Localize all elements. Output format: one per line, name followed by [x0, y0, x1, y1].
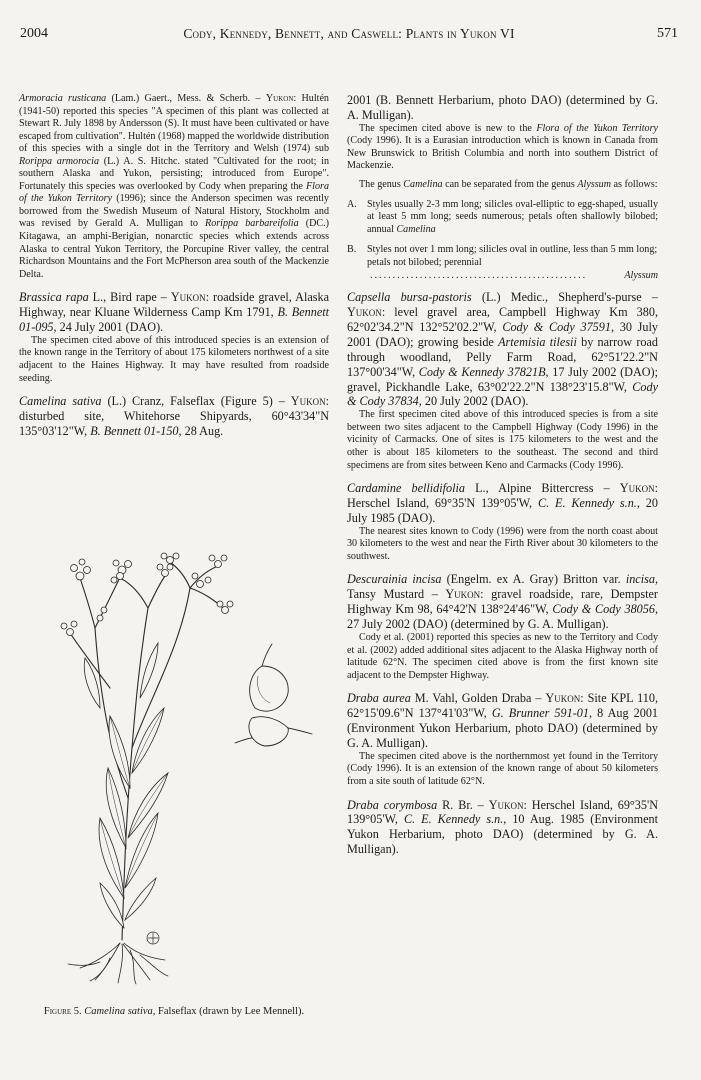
camelina-illustration — [40, 548, 316, 986]
note-descurainia: Cody et al. (2001) reported this species as new to the Territory and Cody et al. (2002) added additional sites adjacent to the Alaska Highway north of latitude 62°N. The specimen cited above is from the first known site adjacent to the Dempster Highway. — [347, 632, 658, 681]
identification-key — [347, 199, 658, 283]
taxon-name: Descurainia incisa — [347, 572, 442, 587]
taxon-name: Camelina sativa — [19, 394, 102, 409]
note-camelina: The specimen cited above is new to the Flora of the Yukon Territory (Cody 1996). It is a Eurasian introduction which is known in Canada from New Brunswick to British Columbia and north into southern District of Mackenzie. — [347, 122, 658, 172]
region-label: Yukon — [545, 691, 581, 706]
note-draba-aurea: The specimen cited above is the northernmost yet found in the Territory (Cody 1996). It is an extension of the known range of about 50 kilometers from a site south of latitude 62°N. — [347, 750, 658, 787]
stems — [70, 562, 225, 940]
entry-camelina: Camelina sativa (L.) Cranz, Falseflax (Figure 5) – Yukon: disturbed site, Whitehorse Shipyards, 60°43'34"N 135°03'12"W, B. Bennett 01-150, 28 Aug. — [19, 394, 329, 438]
entry-cardamine: Cardamine bellidifolia L., Alpine Bittercress – Yukon: Herschel Island, 69°35'N 139°05'W, C. E. Kennedy s.n., 20 July 1985 (DAO). — [347, 481, 658, 525]
entry-draba-aurea: Draba aurea M. Vahl, Golden Draba – Yukon: Site KPL 110, 62°15'09.6"N 137°41'03"W, G. Brunner 591-01, 8 Aug 2001 (Environment Yukon Herbarium, photo DAO) (determined by G. A. Mulligan). — [347, 691, 659, 750]
region-label: Yukon — [619, 481, 655, 496]
silicle-detail — [235, 644, 312, 746]
taxon-name: Capsella bursa-pastoris — [347, 290, 472, 305]
running-header — [20, 26, 678, 48]
right-column — [347, 93, 658, 857]
left-column — [19, 93, 329, 439]
flower-clusters — [61, 553, 233, 636]
region-label: Yukon — [290, 394, 326, 409]
taxon-name: Draba corymbosa — [347, 797, 438, 812]
region-label: Yukon — [488, 797, 524, 812]
entry-capsella: Capsella bursa-pastoris (L.) Medic., Shepherd's-purse – Yukon: level gravel area, Campbell Highway Km 380, 62°02'34.2"N 132°52'02.2"W, Cody & Cody 37591, 30 July 2001 (DAO); growing beside Artemisia tilesii by narrow road through woodland, Pelly Farm Road, 62°51'22.2"N 137°00'34"W, Cody & Kennedy 37821B, 17 July 2002 (DAO); gravel, Pickhandle Lake, 63°02'22.2"N 138°23'15.8"W, Cody & Cody 37834, 20 July 2002 (DAO). — [347, 290, 658, 409]
entry-draba-corymbosa: Draba corymbosa R. Br. – Yukon: Herschel Island, 69°35'N 139°05'W, C. E. Kennedy s.n., 10 Aug. 1985 (Environment Yukon Herbarium, photo DAO) (determined by G. A. Mulligan). — [347, 797, 658, 857]
key-lead-a: A. Styles usually 2-3 mm long; silicles oval-elliptic to egg-shaped, usually at least 5 mm long; seeds numerous; petals often shallowly bilobed; annual Camelina — [347, 198, 658, 235]
genus-key-intro: The genus Camelina can be separated from the genus Alyssum as follows: — [359, 179, 658, 190]
header-title: Cody, Kennedy, Bennett, and Caswell: Plants in Yukon VI — [183, 26, 515, 41]
root-system — [68, 943, 168, 984]
region-label: Yukon — [170, 290, 206, 305]
magnification-symbol — [147, 932, 159, 944]
note-cardamine: The nearest sites known to Cody (1996) were from the north coast about 30 kilometers to the west and near the Firth River about 30 kilometers to the southwest. — [347, 525, 658, 562]
taxon-name: Brassica rapa — [19, 290, 89, 305]
leader-dots: ................................................ — [370, 269, 588, 281]
note-capsella: The first specimen cited above of this introduced species is from a site between two sites adjacent to the Campbell Highway (Cody 1996) in the vicinity of Carmacks. One of sites is 175 kilometers to the west and the other is about 185 kilometers to the southeast. The second and third specimens are from sites between Keno and Carmacks (Cody 1996). — [347, 409, 658, 471]
key-lead-b: B. Styles not over 1 mm long; silicles oval in outline, less than 5 mm long; petals not bilobed; perennial ................................................ Alyssum — [347, 244, 658, 281]
taxon-name: Armoracia rusticana — [19, 93, 107, 104]
note-brassica: The specimen cited above of this introduced species is an extension of the known range in the Territory of about 175 kilometers northwest of a site adjacent to the Haines Highway. It may have resulted from roadside seeding. — [19, 334, 329, 384]
region-label: Yukon — [347, 305, 382, 320]
region-label: Yukon — [265, 93, 294, 104]
entry-armoracia: Armoracia rusticana (Lam.) Gaert., Mess. & Scherb. – Yukon: Hultén (1941-50) reported this species "A specimen of this plant was collected at Stewart R. July 1898 by Andersson (S). It must have been cultivated or have escaped from cultivation". Hultén (1968) mapped the worldwide distribution of this species with a single dot in the Territory and Welsh (1974) sub Rorippa armorocia (L.) A. S. Hitchc. stated "Cultivated for the root; in southern Alaska and Yukon, persisting; introduced from Europe". Fortunately this species was overlooked by Cody when preparing the Flora of the Yukon Territory (1996); since the Anderson specimen was recently borrowed from the Swedish Museum of Natural History, Stockholm and was revised by Gerald A. Mulligan to Rorippa barbareifolia (DC.) Kitagawa, an amphi-Berigian, nonarctic species which extends across Alaska to central Yukon Territory, the Porcupine River valley, the central Richardson Mountains and the Fort McPherson area south of the Mackenzie Delta. — [19, 93, 329, 280]
entry-camelina-continued: 2001 (B. Bennett Herbarium, photo DAO) (determined by G. A. Mulligan). — [347, 93, 658, 122]
header-year: 2004 — [20, 26, 48, 41]
figure-caption: Figure 5. Camelina sativa, Falseflax (drawn by Lee Mennell). — [43, 1006, 305, 1017]
entry-descurainia: Descurainia incisa (Engelm. ex A. Gray) Britton var. incisa, Tansy Mustard – Yukon: gravel roadside, rare, Dempster Highway Km 98, 64°42'N 138°24'46"W, Cody & Cody 38056, 27 July 2002 (DAO) (determined by G. A. Mulligan). — [347, 572, 658, 632]
taxon-name: Cardamine bellidifolia — [347, 481, 465, 496]
page-number: 571 — [657, 26, 678, 41]
taxon-name: Draba aurea — [347, 691, 411, 706]
entry-brassica: Brassica rapa L., Bird rape – Yukon: roadside gravel, Alaska Highway, near Kluane Wilderness Camp Km 1791, B. Bennett 01-095, 24 July 2001 (DAO). — [19, 290, 329, 335]
region-label: Yukon — [445, 587, 481, 602]
